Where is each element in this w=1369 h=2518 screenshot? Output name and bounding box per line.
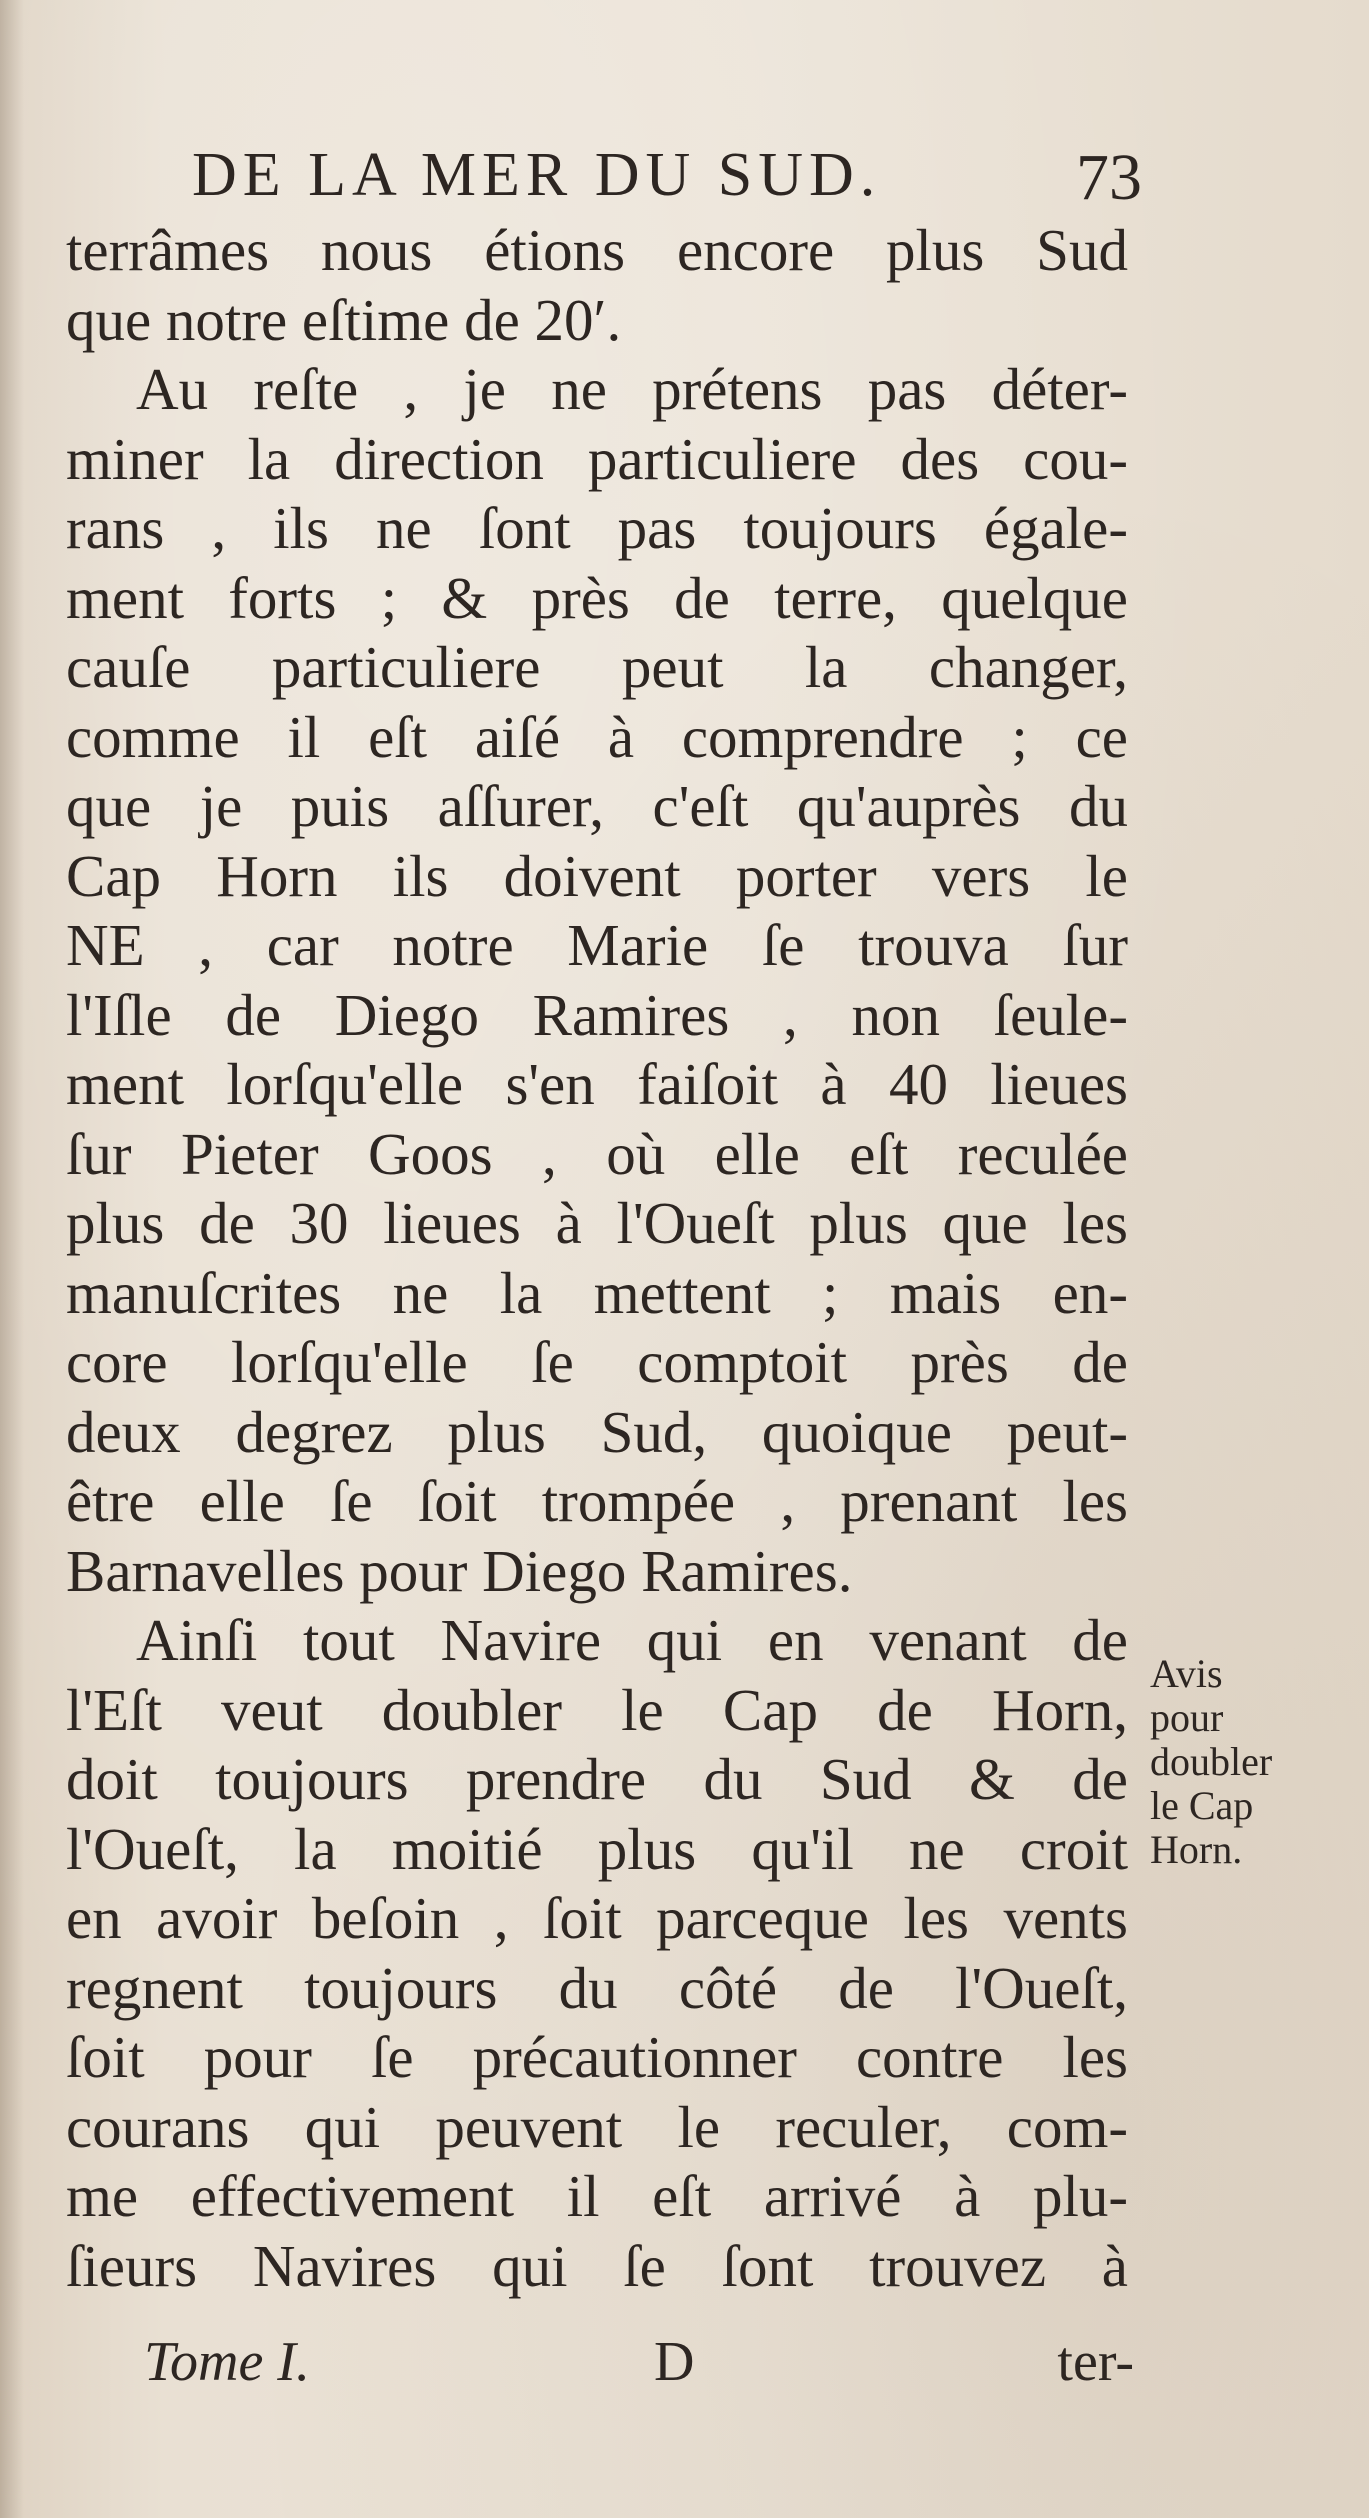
page-footer bbox=[144, 2330, 1134, 2400]
text-line: terrâmes nous étions encore plus Sud bbox=[66, 217, 1128, 283]
running-head: DE LA MER DU SUD. bbox=[192, 141, 882, 209]
text-line: rans , ils ne ſont pas toujours égale- bbox=[66, 495, 1128, 561]
text-line: me effectivement il eſt arrivé à plu- bbox=[66, 2163, 1128, 2229]
text-line: manuſcrites ne la mettent ; mais en- bbox=[66, 1259, 1128, 1326]
text-line: l'Iſle de Diego Ramires , non ſeule- bbox=[66, 981, 1128, 1048]
text-line: ment forts ; & près de terre, quelque bbox=[66, 564, 1128, 631]
marginal-note-line: doubler bbox=[1150, 1739, 1273, 1784]
page-number: 73 bbox=[1076, 141, 1142, 214]
text-line: être elle ſe ſoit trompée , prenant les bbox=[66, 1468, 1128, 1534]
text-line: comme il eſt aiſé à comprendre ; ce bbox=[66, 703, 1128, 770]
text-line: que notre eſtime de 20′. bbox=[66, 286, 622, 353]
page-gutter-shadow bbox=[0, 0, 24, 2518]
text-line: NE , car notre Marie ſe trouva ſur bbox=[66, 912, 1128, 978]
text-line: ſur Pieter Goos , où elle eſt reculée bbox=[66, 1120, 1128, 1187]
text-line: cauſe particuliere peut la changer, bbox=[66, 634, 1128, 700]
text-line: Ainſi tout Navire qui en venant de bbox=[136, 1607, 1128, 1673]
signature-mark: D bbox=[654, 2331, 695, 2393]
marginal-note-line: Avis bbox=[1150, 1651, 1223, 1696]
text-line: regnent toujours du côté de l'Oueſt, bbox=[66, 1954, 1128, 2021]
text-line: Au reſte , je ne prétens pas déter- bbox=[136, 356, 1128, 422]
text-line: ſoit pour ſe précautionner contre les bbox=[66, 2024, 1128, 2090]
text-line: en avoir beſoin , ſoit parceque les vents bbox=[66, 1885, 1128, 1951]
text-line: core lorſqu'elle ſe comptoit près de bbox=[66, 1329, 1128, 1395]
text-line: l'Eſt veut doubler le Cap de Horn, bbox=[66, 1676, 1128, 1743]
text-line: Cap Horn ils doivent porter vers le bbox=[66, 842, 1128, 909]
text-line: ment lorſqu'elle s'en faiſoit à 40 lieues bbox=[66, 1051, 1128, 1117]
text-line: que je puis aſſurer, c'eſt qu'auprès du bbox=[66, 773, 1128, 839]
text-line: deux degrez plus Sud, quoique peut- bbox=[66, 1398, 1128, 1465]
text-line: doit toujours prendre du Sud & de bbox=[66, 1746, 1128, 1812]
text-line: l'Oueſt, la moitié plus qu'il ne croit bbox=[66, 1815, 1128, 1882]
page-header bbox=[192, 140, 1142, 220]
marginal-note bbox=[1150, 1652, 1310, 1872]
text-line: courans qui peuvent le reculer, com- bbox=[66, 2093, 1128, 2160]
text-line: plus de 30 lieues à l'Oueſt plus que les bbox=[66, 1190, 1128, 1256]
marginal-note-line: le Cap bbox=[1150, 1783, 1254, 1828]
marginal-note-line: pour bbox=[1150, 1695, 1224, 1740]
volume-signature: Tome I. bbox=[144, 2331, 310, 2393]
marginal-note-line: Horn. bbox=[1150, 1827, 1243, 1872]
text-line: miner la direction particuliere des cou- bbox=[66, 425, 1128, 492]
body-text bbox=[66, 216, 1128, 2301]
catchword: ter- bbox=[1057, 2331, 1134, 2393]
text-line: ſieurs Navires qui ſe ſont trouvez à bbox=[66, 2232, 1128, 2299]
text-line: Barnavelles pour Diego Ramires. bbox=[66, 1537, 853, 1604]
